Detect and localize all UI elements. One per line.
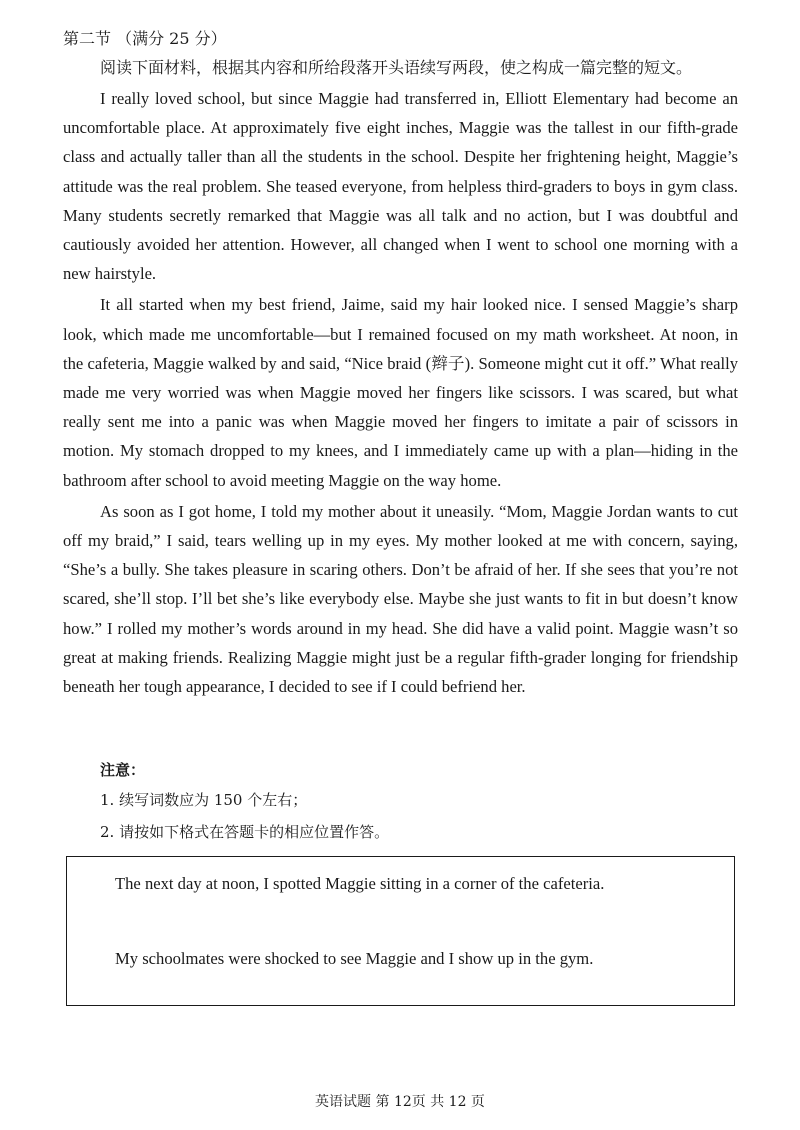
paragraph-opening-1: The next day at noon, I spotted Maggie sitting in a corner of the cafeteria. [115, 874, 605, 893]
page-footer: 英语试题 第 12页 共 12 页 [315, 1094, 485, 1110]
passage-paragraph-2: It all started when my best friend, Jaime, said my hair looked nice. I sensed Maggie’s sharp look, which made me uncomfortable—but I remained focused on my math worksheet. At noon, in the cafeteria, Maggie walked by and said, “Nice braid (辫子). Someone might cut it off.” What really made me very worried was when Maggie moved her fingers like scissors. I was scared, but what really sent me into a panic was when Maggie moved her fingers to imitate a pair of scissors in motion. My stomach dropped to my knees, and I immediately came up with a plan—hiding in the bathroom after school to avoid meeting Maggie on the way home. [63, 295, 738, 490]
notes-title: 注意： [100, 761, 146, 779]
note-item-answer-format: 2. 请按如下格式在答题卡的相应位置作答。 [100, 823, 390, 841]
paragraph-opening-2: My schoolmates were shocked to see Maggie and I show up in the gym. [115, 949, 594, 968]
passage-paragraph-3: As soon as I got home, I told my mother about it uneasily. “Mom, Maggie Jordan wants to cut off my braid,” I said, tears welling up in my eyes. My mother looked at me with concern, saying, “She’s a bully. She takes pleasure in scaring others. Don’t be afraid of her. If she sees that you’re not scared, she’ll stop. I’ll bet she’s like everybody else. Maybe she just wants to fit in but doesn’t know how.” I rolled my mother’s words around in my head. She did have a valid point. Maggie wasn’t so great at making friends. Realizing Maggie might just be a regular fifth-grader longing for friendship beneath her tough appearance, I decided to see if I could befriend her. [63, 501, 738, 697]
notes-section [100, 758, 700, 851]
passage-paragraph-1: I really loved school, but since Maggie had transferred in, Elliott Elementary had become an uncomfortable place. At approximately five eight inches, Maggie was the tallest in our fifth-grade class and actually taller than all the students in the school. Despite her frightening height, Maggie’s attitude was the real problem. She teased everyone, from helpless third-graders to boys in gym class. Many students secretly remarked that Maggie was all talk and no action, but I was doubtful and cautiously avoided her attention. However, all changed when I went to school one morning with a new hairstyle. [63, 89, 738, 284]
section-title: 第二节 （满分 25 分） [63, 29, 227, 48]
reading-passage [63, 84, 738, 703]
task-instruction: 阅读下面材料，根据其内容和所给段落开头语续写两段，使之构成一篇完整的短文。 [100, 58, 693, 77]
note-item-word-count: 1. 续写词数应为 150 个左右； [100, 791, 308, 809]
answer-format-box [66, 856, 735, 1006]
